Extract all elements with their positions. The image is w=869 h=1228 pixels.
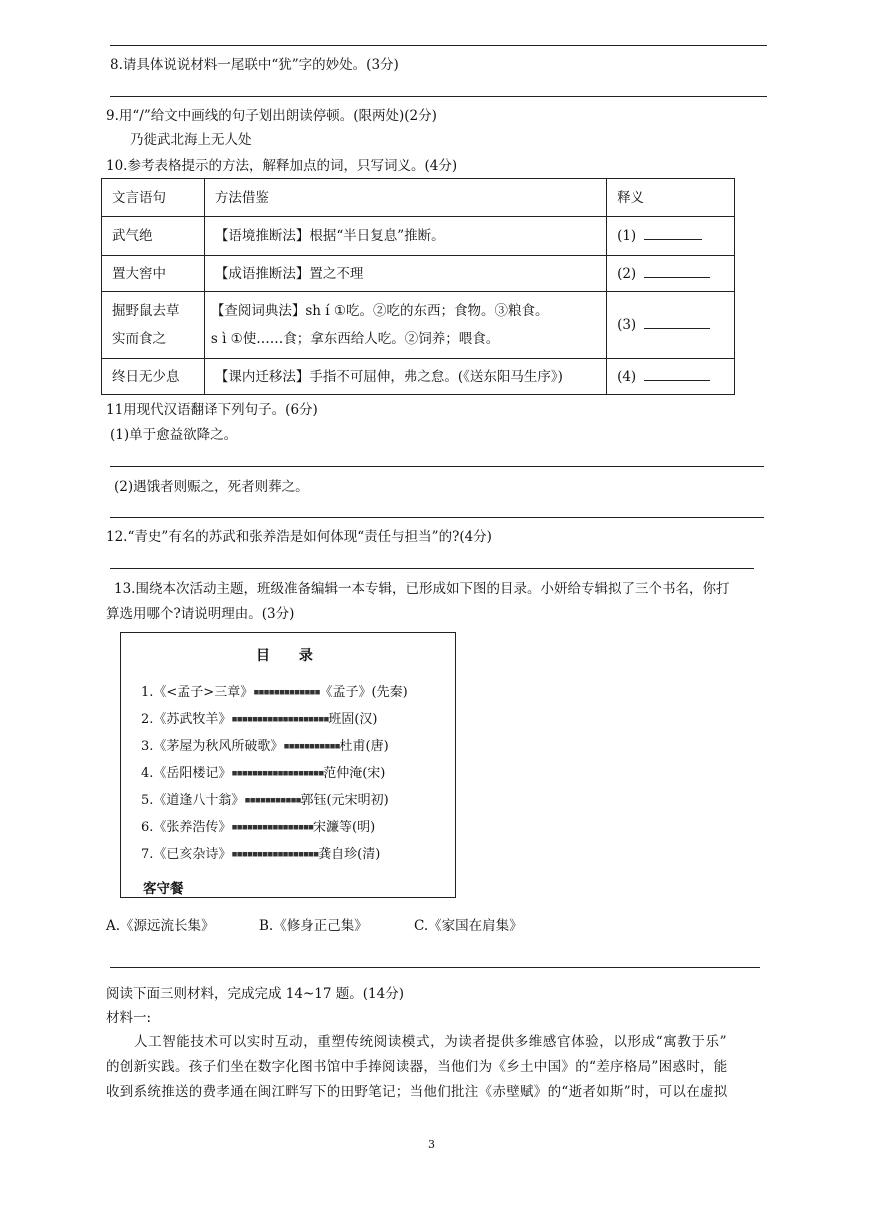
table-row	[102, 359, 735, 395]
table-row	[102, 217, 735, 256]
answer-blank[interactable]	[644, 315, 710, 329]
table-cell-sentence: 掘野鼠去草 实而食之	[102, 292, 205, 359]
question-9: 9.用“/”给文中画线的句子划出朗读停顿。(限两处)(2分)	[106, 108, 437, 124]
paragraph-line: 收到系统推送的费孝通在闽江畔写下的田野笔记；当他们批注《赤壁赋》的“逝者如斯”时，可以在虚拟	[106, 1084, 728, 1100]
question-9-sentence: 乃徙武北海上无人处	[130, 132, 252, 148]
question-10: 10.参考表格提示的方法，解释加点的词，只写词义。(4分)	[106, 158, 458, 174]
toc-footer: 客守餐	[143, 881, 184, 897]
question-8: 8.请具体说说材料一尾联中“犹”字的妙处。(3分)	[110, 57, 399, 73]
answer-line[interactable]	[110, 967, 760, 968]
reading-intro: 阅读下面三则材料，完成完成 14~17 题。(14分)	[106, 986, 404, 1002]
answer-line[interactable]	[110, 517, 764, 518]
toc-item: 6.《张养浩传》▪▪▪▪▪▪▪▪▪▪▪▪▪▪▪▪宋濂等(明)	[141, 820, 376, 835]
table-cell-answer: (3)	[607, 292, 735, 359]
answer-line	[110, 96, 767, 97]
toc-item: 2.《苏武牧羊》▪▪▪▪▪▪▪▪▪▪▪▪▪▪▪▪▪▪▪班固(汉)	[141, 712, 378, 727]
question-13-line-2: 算选用哪个?请说明理由。(3分)	[106, 606, 295, 622]
question-11-sentence-2: (2)遇饿者则赈之，死者则葬之。	[114, 479, 309, 495]
question-13-line-1: 13.围绕本次活动主题，班级准备编辑一本专辑，已形成如下图的目录。小妍给专辑拟了三个书名，你打	[114, 581, 730, 597]
toc-item: 5.《道逢八十翁》▪▪▪▪▪▪▪▪▪▪▪郭钰(元宋明初)	[141, 793, 389, 808]
page-number: 3	[428, 1138, 435, 1151]
toc-title: 目 录	[256, 648, 325, 664]
paragraph-line: 人工智能技术可以实时互动，重塑传统阅读模式，为读者提供多维感官体验，以形成“寓教于乐”	[134, 1034, 728, 1050]
paragraph-line: 的创新实践。孩子们坐在数字化图书馆中手捧阅读器，当他们为《乡土中国》的“差序格局”困惑时，能	[106, 1059, 728, 1075]
table-header: 方法借鉴	[204, 179, 606, 217]
table-cell-method: 【语境推断法】根据“半日复息”推断。	[204, 217, 606, 256]
answer-blank[interactable]	[644, 226, 702, 240]
toc-item: 3.《茅屋为秋风所破歌》▪▪▪▪▪▪▪▪▪▪▪杜甫(唐)	[141, 739, 389, 754]
table-header: 释义	[607, 179, 735, 217]
table-cell-method: 【查阅词典法】sh í ①吃。②吃的东西；食物。③粮食。 s ì ①使……食；拿东西给人吃。②饲养；喂食。	[204, 292, 606, 359]
material-label: 材料一:	[106, 1010, 152, 1026]
answer-line	[110, 45, 767, 46]
option-c[interactable]: C.《家国在肩集》	[414, 918, 523, 934]
table-cell-sentence: 终日无少息	[102, 359, 205, 395]
table-row	[102, 256, 735, 292]
table-cell-sentence: 武气绝	[102, 217, 205, 256]
table-cell-sentence: 置大窖中	[102, 256, 205, 292]
question-11: 11用现代汉语翻译下列句子。(6分)	[106, 402, 318, 418]
method-table	[101, 178, 735, 395]
table-cell-answer: (2)	[607, 256, 735, 292]
table-row	[102, 292, 735, 359]
answer-line[interactable]	[110, 568, 754, 569]
table-cell-method: 【课内迁移法】手指不可屈伸，弗之怠。(《送东阳马生序》)	[204, 359, 606, 395]
table-cell-answer: (1)	[607, 217, 735, 256]
option-a[interactable]: A.《源远流长集》	[106, 918, 215, 934]
answer-line[interactable]	[110, 466, 764, 467]
table-cell-answer: (4)	[607, 359, 735, 395]
answer-blank[interactable]	[644, 264, 710, 278]
toc-item: 7.《已亥杂诗》▪▪▪▪▪▪▪▪▪▪▪▪▪▪▪▪▪龚自珍(清)	[141, 847, 381, 862]
option-b[interactable]: B.《修身正己集》	[259, 918, 368, 934]
table-header: 文言语句	[102, 179, 205, 217]
question-12: 12.“青史”有名的苏武和张养浩是如何体现“责任与担当”的?(4分)	[106, 529, 492, 545]
toc-item: 1.《<孟子>三章》▪▪▪▪▪▪▪▪▪▪▪▪▪《孟子》(先秦)	[141, 685, 408, 700]
question-11-sentence-1: (1)单于愈益欲降之。	[110, 427, 238, 443]
answer-blank[interactable]	[644, 367, 710, 381]
toc-item: 4.《岳阳楼记》▪▪▪▪▪▪▪▪▪▪▪▪▪▪▪▪▪▪范仲淹(宋)	[141, 766, 386, 781]
table-cell-method: 【成语推断法】置之不理	[204, 256, 606, 292]
table-of-contents	[120, 632, 456, 898]
